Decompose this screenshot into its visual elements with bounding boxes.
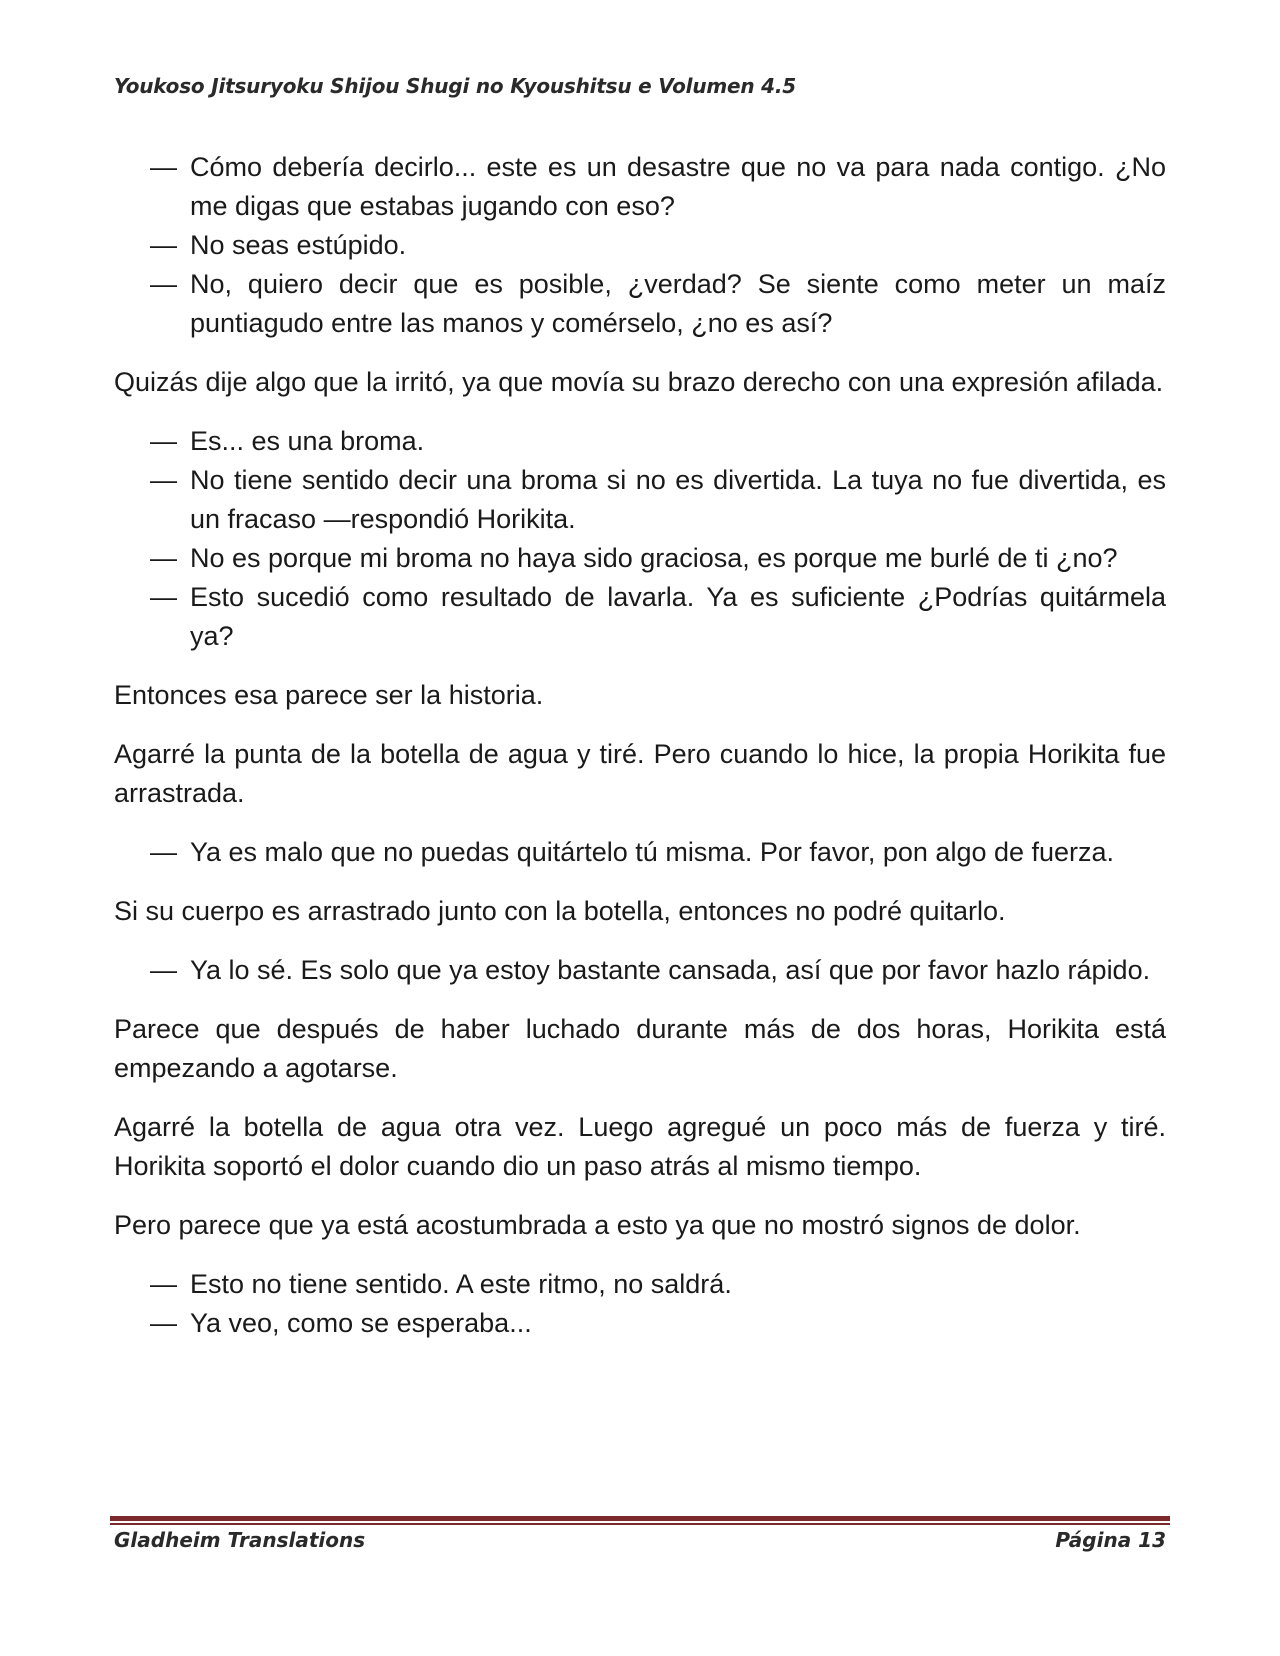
dialogue-text: Es... es una broma. bbox=[190, 426, 425, 456]
narration-paragraph: Pero parece que ya está acostumbrada a esto ya que no mostró signos de dolor. bbox=[114, 1210, 1081, 1240]
dialogue-line bbox=[114, 1265, 1166, 1304]
dialogue-line bbox=[114, 951, 1166, 990]
footer-divider-thick bbox=[110, 1516, 1170, 1521]
narration-paragraph: Si su cuerpo es arrastrado junto con la botella, entonces no podré quitarlo. bbox=[114, 896, 1006, 926]
dialogue-dash: — bbox=[150, 1269, 177, 1299]
dialogue-text: Ya veo, como se esperaba... bbox=[190, 1308, 532, 1338]
dialogue-dash: — bbox=[150, 955, 177, 985]
dialogue-line bbox=[114, 578, 1166, 656]
page-header-title: Youkoso Jitsuryoku Shijou Shugi no Kyoushitsu e Volumen 4.5 bbox=[114, 74, 796, 98]
dialogue-text: Esto no tiene sentido. A este ritmo, no saldrá. bbox=[190, 1269, 732, 1299]
dialogue-text: No tiene sentido decir una broma si no es divertida. La tuya no fue divertida, es un fracaso —respondió Horikita. bbox=[190, 465, 1166, 534]
dialogue-dash: — bbox=[150, 152, 177, 182]
dialogue-line bbox=[114, 539, 1166, 578]
dialogue-text: Cómo debería decirlo... este es un desastre que no va para nada contigo. ¿No me digas que estabas jugando con eso? bbox=[190, 152, 1166, 221]
narration-paragraph: Entonces esa parece ser la historia. bbox=[114, 680, 544, 710]
dialogue-dash: — bbox=[150, 543, 177, 573]
dialogue-group bbox=[114, 148, 1166, 343]
dialogue-line bbox=[114, 1304, 1166, 1343]
dialogue-line bbox=[114, 833, 1166, 872]
dialogue-text: Esto sucedió como resultado de lavarla. Ya es suficiente ¿Podrías quitármela ya? bbox=[190, 582, 1166, 651]
dialogue-dash: — bbox=[150, 1308, 177, 1338]
narration-paragraph: Parece que después de haber luchado durante más de dos horas, Horikita está empezando a agotarse. bbox=[114, 1014, 1166, 1083]
dialogue-line bbox=[114, 461, 1166, 539]
dialogue-text: No es porque mi broma no haya sido graciosa, es porque me burlé de ti ¿no? bbox=[190, 543, 1118, 573]
dialogue-line bbox=[114, 226, 1166, 265]
narration-paragraph: Agarré la botella de agua otra vez. Luego agregué un poco más de fuerza y tiré. Horikita soportó el dolor cuando dio un paso atrás al mismo tiempo. bbox=[114, 1112, 1166, 1181]
page-body bbox=[114, 148, 1166, 1363]
dialogue-group bbox=[114, 1265, 1166, 1343]
footer-translator-credit: Gladheim Translations bbox=[114, 1528, 366, 1552]
footer-page-number: Página 13 bbox=[1055, 1528, 1166, 1552]
dialogue-group bbox=[114, 833, 1166, 872]
dialogue-text: No seas estúpido. bbox=[190, 230, 407, 260]
dialogue-dash: — bbox=[150, 837, 177, 867]
dialogue-group bbox=[114, 422, 1166, 656]
dialogue-dash: — bbox=[150, 230, 177, 260]
narration-paragraph: Agarré la punta de la botella de agua y tiré. Pero cuando lo hice, la propia Horikita fue arrastrada. bbox=[114, 739, 1166, 808]
dialogue-dash: — bbox=[150, 582, 177, 612]
dialogue-dash: — bbox=[150, 269, 177, 299]
dialogue-dash: — bbox=[150, 426, 177, 456]
dialogue-line bbox=[114, 148, 1166, 226]
dialogue-dash: — bbox=[150, 465, 177, 495]
dialogue-group bbox=[114, 951, 1166, 990]
dialogue-line bbox=[114, 265, 1166, 343]
narration-paragraph: Quizás dije algo que la irritó, ya que movía su brazo derecho con una expresión afilada. bbox=[114, 367, 1164, 397]
footer-divider-thin bbox=[110, 1523, 1170, 1525]
dialogue-line bbox=[114, 422, 1166, 461]
dialogue-text: Ya lo sé. Es solo que ya estoy bastante cansada, así que por favor hazlo rápido. bbox=[190, 955, 1151, 985]
dialogue-text: No, quiero decir que es posible, ¿verdad? Se siente como meter un maíz puntiagudo entre las manos y comérselo, ¿no es así? bbox=[190, 269, 1166, 338]
dialogue-text: Ya es malo que no puedas quitártelo tú misma. Por favor, pon algo de fuerza. bbox=[190, 837, 1115, 867]
footer-divider bbox=[110, 1516, 1170, 1526]
